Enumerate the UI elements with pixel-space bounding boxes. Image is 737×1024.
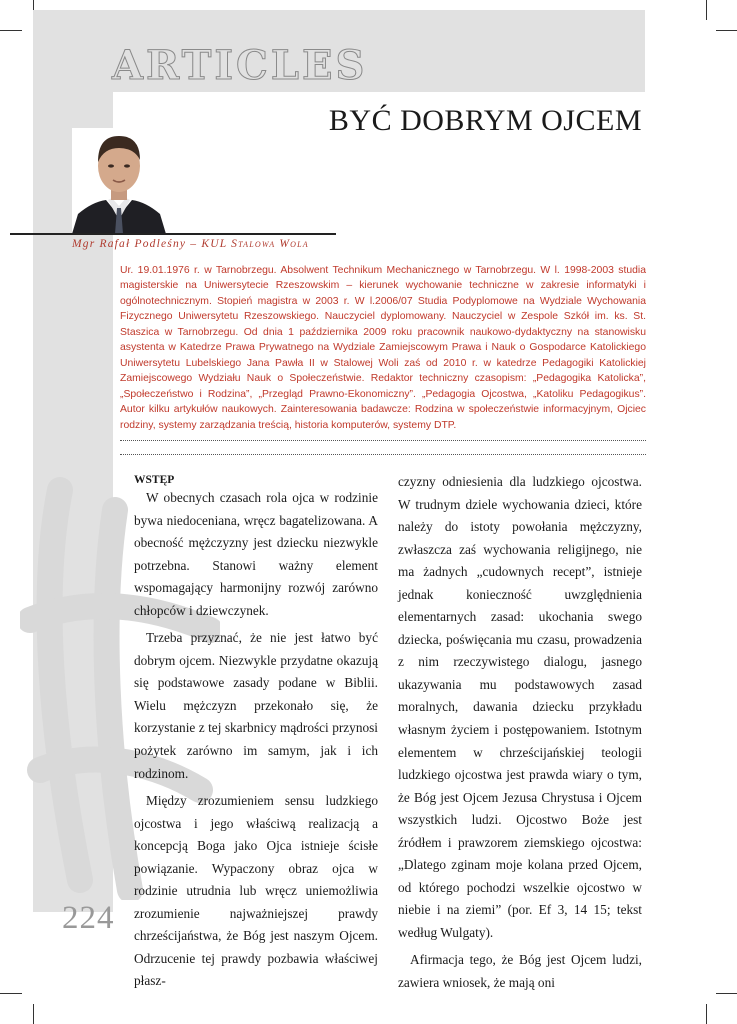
crop-mark	[0, 993, 22, 994]
paragraph: czyzny odniesienia dla ludzkiego ojcostwa. W trudnym dziele wychowania dzieci, które należy do istoty powołania mężczyzny, zwłaszcza zaś wychowania religijnego, nie ma żadnych „cudownych recept”, istnieje jednak konieczność uwzględnienia elementarnych zasad: ukochania swego dziecka, poświęcania mu czasu, prowadzenia z nim rzeczywistego dialogu, jasnego ukazywania mu podstawowych zasad moralnych, dawania dziecku przykładu własnym życiem i postępowaniem. Istotnym elementem w chrześcijańskiej teologii ludzkiego ojcostwa jest prawda wiary o tym, że Bóg jest Ojcem Jezusa Chrystusa i Ojcem wszystkich ludzi. Ojcostwo Boże jest źródłem i prawzorem ziemskiego ojcostwa: „Dlatego zginam moje kolana przed Ojcem, od którego pochodzi wszelkie ojcostwo w niebie i na ziemi” (por. Ef 3, 14 15; tekst według Wulgaty).	[398, 474, 642, 940]
page-number: 224	[62, 900, 115, 936]
crop-mark	[33, 1004, 34, 1024]
crop-mark	[706, 1004, 707, 1024]
bio-divider	[120, 454, 646, 455]
paragraph: Trzeba przyznać, że nie jest łatwo być dobrym ojcem. Niezwykle przydatne okazują się podstawowe zasady podane w Biblii. Wielu mężczyzn przekonało się, że korzystanie z tej skarbnicy mądrości przynosi pożytek zarówno im samym, jak i ich rodzinom.	[134, 630, 378, 781]
author-bio: Ur. 19.01.1976 r. w Tarnobrzegu. Absolwent Technikum Mechanicznego w Tarnobrzegu. W l. 1998-2003 studia magisterskie na Uniwersytecie Rzeszowskim – kierunek wychowanie techniczne w zakresie informatyki i ogólnotechnicznym. Stopień magistra w 2003 r. W l.2006/07 Studia Podyplomowe na Wydziale Wychowania Fizycznego Uniwersytetu Rzeszowskiego. Nauczyciel dyplomowany. Nauczyciel w Zespole Szkół im. ks. St. Staszica w Tarnobrzegu. Od dnia 1 października 2009 roku pracownik naukowo-dydaktyczny na stanowisku asystenta w Katedrze Prawa Prywatnego na Wydziale Zamiejscowym Prawa i Nauk o Gospodarce Katolickiego Uniwersytetu Lubelskiego Jana Pawła II w Stalowej Woli zaś od 2010 r. w katedrze Pedagogiki Katolickiej Zamiejscowego Wydziału Nauk o Społeczeństwie. Redaktor techniczny czasopism: „Pedagogika Katolicka”, „Społeczeństwo i Rodzina”, „Przegląd Prawno-Ekonomiczny”. „Pedagogia Ojcostwa, „Katoliku Pedagogikus”. Autor kilku artykułów naukowych. Zainteresowania badawcze: Rodzina w społeczeństwie informacyjnym, Ojciec rodziny, systemy zarządzania treścią, historia komputerów, systemy DTP.	[120, 265, 646, 431]
text-column-right	[398, 471, 642, 1000]
crop-mark	[0, 30, 22, 31]
paragraph: W obecnych czasach rola ojca w rodzinie bywa niedoceniana, wręcz bagatelizowana. A obecność mężczyzny jest dziecku niezwykle potrzebna. Stanowi ważny element wspomagający harmonijny rozwój zarówno chłopców i dziewczynek.	[134, 490, 378, 618]
author-place: Stalowa Wola	[231, 238, 309, 250]
section-heading: WSTĘP	[134, 474, 175, 486]
author-rule	[10, 233, 336, 235]
paragraph: Afirmacja tego, że Bóg jest Ojcem ludzi, zawiera wniosek, że mają oni	[398, 952, 642, 991]
paragraph: Między zrozumieniem sensu ludzkiego ojcostwa i jego właściwą realizacją a koncepcją Boga jako Ojca istnieje ścisłe powiązanie. Wypaczony obraz ojca w rodzinie utrudnia lub wręcz uniemożliwia zrozumienie najważniejszej prawdy chrześcijaństwa, że Bóg jest naszym Ojcem. Odrzucenie tej prawdy pozbawia właściwej płasz-	[134, 793, 378, 989]
article-title: BYĆ DOBRYM OJCEM	[328, 104, 642, 137]
author-name: Mgr Rafał Podleśny – KUL	[72, 238, 232, 250]
author-photo	[72, 128, 166, 234]
bio-divider	[120, 440, 646, 441]
crop-mark	[716, 30, 737, 31]
section-label: ARTICLES	[112, 42, 368, 89]
crop-mark	[706, 0, 707, 20]
author-line	[72, 238, 309, 250]
crop-mark	[716, 993, 737, 994]
text-column-left	[134, 471, 378, 998]
